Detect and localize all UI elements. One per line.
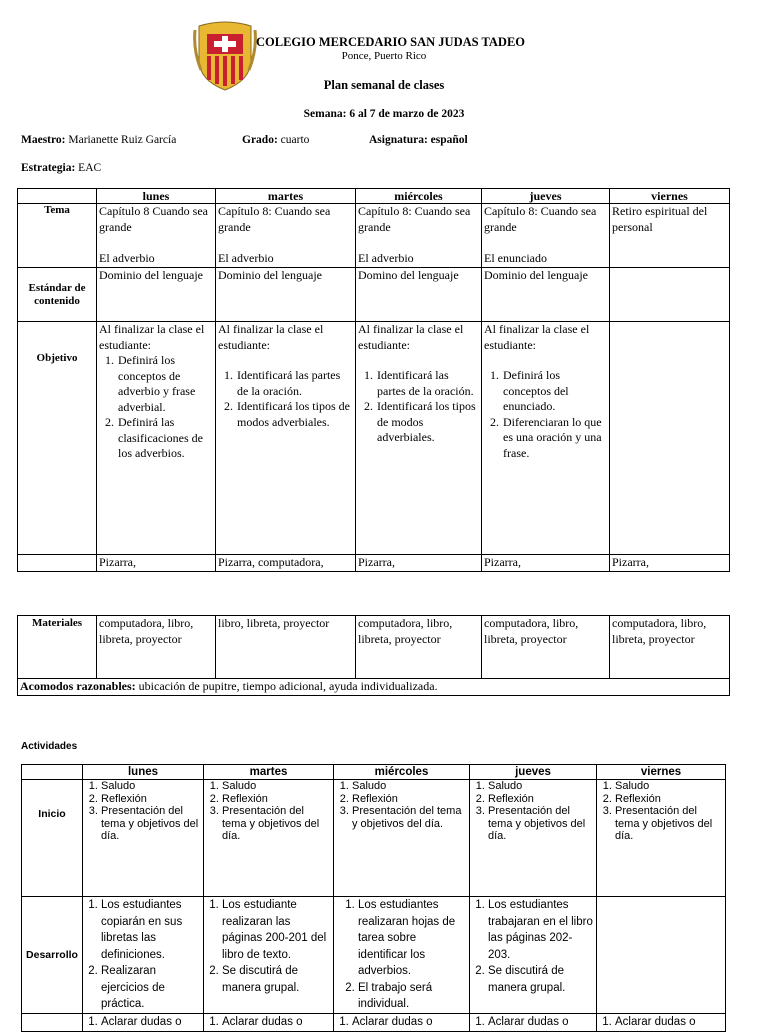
tema-cell: Retiro espiritual del personal (610, 204, 730, 268)
objetivo-cell (610, 322, 730, 555)
day-header: jueves (482, 189, 610, 204)
corner-cell (22, 765, 83, 780)
materiales-top-cell: Pizarra, (97, 555, 216, 572)
tema-cell: Capítulo 8 Cuando sea grande El adverbio (97, 204, 216, 268)
tema-cell: Capítulo 8: Cuando sea grande El adverbio (356, 204, 482, 268)
objetivo-cell: Al finalizar la clase el estudiante: 1. Definirá los conceptos del enunciado. 2. Diferenciaran lo que es una oración y una frase. (482, 322, 610, 555)
week-range: Semana: 6 al 7 de marzo de 2023 (303, 108, 465, 120)
cierre-cell: 1. Aclarar dudas o (334, 1014, 470, 1032)
acomodos-row: Acomodos razonables: ubicación de pupitre, tiempo adicional, ayuda individualizada. (18, 679, 730, 696)
cierre-cell: 1. Aclarar dudas o (470, 1014, 597, 1032)
inicio-cell: 1. Saludo 2. Reflexión 3. Presentación del tema y objetivos del día. (204, 780, 334, 897)
materiales-top-cell: Pizarra, (356, 555, 482, 572)
day-header: miércoles (356, 189, 482, 204)
day-header: jueves (470, 765, 597, 780)
estandar-cell (610, 268, 730, 322)
materiales-top-cell: Pizarra, (610, 555, 730, 572)
materials-table (17, 615, 730, 696)
desarrollo-cell: 1. Los estudiantes copiarán en sus libretas las definiciones. 2. Realizaran ejercicios de práctica. (83, 897, 204, 1014)
desarrollo-cell: 1. Los estudiante realizaran las páginas 200-201 del libro de texto. 2. Se discutirá de manera grupal. (204, 897, 334, 1014)
cierre-label (22, 1014, 83, 1032)
inicio-cell: 1. Saludo 2. Reflexión 3. Presentación del tema y objetivos del día. (334, 780, 470, 897)
grade-info: Grado: cuarto (242, 134, 310, 146)
plan-title: Plan semanal de clases (323, 78, 445, 92)
estandar-cell: Dominio del lenguaje (97, 268, 216, 322)
day-header: viernes (597, 765, 726, 780)
desarrollo-cell (597, 897, 726, 1014)
estandar-label: Estándar de contenido (18, 268, 97, 322)
day-header: martes (216, 189, 356, 204)
day-header: lunes (97, 189, 216, 204)
day-header: martes (204, 765, 334, 780)
estandar-cell: Dominio del lenguaje (482, 268, 610, 322)
tema-label: Tema (18, 204, 97, 268)
objetivo-cell: Al finalizar la clase el estudiante: 1. Definirá los conceptos de adverbio y frase adverbial. 2. Definirá las clasificaciones de los adverbios. (97, 322, 216, 555)
day-header: lunes (83, 765, 204, 780)
day-header: miércoles (334, 765, 470, 780)
desarrollo-label: Desarrollo (22, 897, 83, 1014)
materiales-top-cell: Pizarra, computadora, (216, 555, 356, 572)
objetivo-label: Objetivo (18, 322, 97, 555)
cierre-cell: 1. Aclarar dudas o (83, 1014, 204, 1032)
desarrollo-cell: 1. Los estudiantes realizaran hojas de tarea sobre identificar los adverbios. 2. El trabajo será individual. (334, 897, 470, 1014)
school-name: COLEGIO MERCEDARIO SAN JUDAS TADEO (256, 35, 526, 49)
cierre-cell: 1. Aclarar dudas o (204, 1014, 334, 1032)
inicio-cell: 1. Saludo 2. Reflexión 3. Presentación del tema y objetivos del día. (597, 780, 726, 897)
teacher-info: Maestro: Marianette Ruiz García (21, 134, 177, 146)
weekly-plan-table (17, 188, 730, 572)
tema-cell: Capítulo 8: Cuando sea grande El adverbio (216, 204, 356, 268)
objetivo-cell: Al finalizar la clase el estudiante: 1. Identificará las partes de la oración. 2. Identificará los tipos de modos adverbiales. (216, 322, 356, 555)
strategy-info: Estrategia: EAC (21, 162, 102, 174)
materiales-top-cell: Pizarra, (482, 555, 610, 572)
cierre-cell: 1. Aclarar dudas o (597, 1014, 726, 1032)
materiales-cell: computadora, libro, libreta, proyector (97, 616, 216, 679)
inicio-label: Inicio (22, 780, 83, 897)
desarrollo-cell: 1. Los estudiantes trabajaran en el libro las páginas 202-203. 2. Se discutirá de manera grupal. (470, 897, 597, 1014)
materiales-cell: computadora, libro, libreta, proyector (610, 616, 730, 679)
school-city: Ponce, Puerto Rico (341, 50, 427, 62)
materiales-label: Materiales (18, 616, 97, 679)
estandar-cell: Dominio del lenguaje (216, 268, 356, 322)
materiales-cell: computadora, libro, libreta, proyector (356, 616, 482, 679)
inicio-cell: 1. Saludo 2. Reflexión 3. Presentación del tema y objetivos del día. (83, 780, 204, 897)
materiales-cell: libro, libreta, proyector (216, 616, 356, 679)
day-header: viernes (610, 189, 730, 204)
materiales-label-cell (18, 555, 97, 572)
subject-info: Asignatura: español (369, 134, 468, 146)
materiales-cell: computadora, libro, libreta, proyector (482, 616, 610, 679)
corner-cell (18, 189, 97, 204)
objetivo-cell: Al finalizar la clase el estudiante: 1. Identificará las partes de la oración. 2. Identificará los tipos de modos adverbiales. (356, 322, 482, 555)
inicio-cell: 1. Saludo 2. Reflexión 3. Presentación del tema y objetivos del día. (470, 780, 597, 897)
tema-cell: Capítulo 8: Cuando sea grande El enunciado (482, 204, 610, 268)
activities-table (21, 764, 726, 1032)
activities-title: Actividades (21, 741, 78, 752)
estandar-cell: Domino del lenguaje (356, 268, 482, 322)
